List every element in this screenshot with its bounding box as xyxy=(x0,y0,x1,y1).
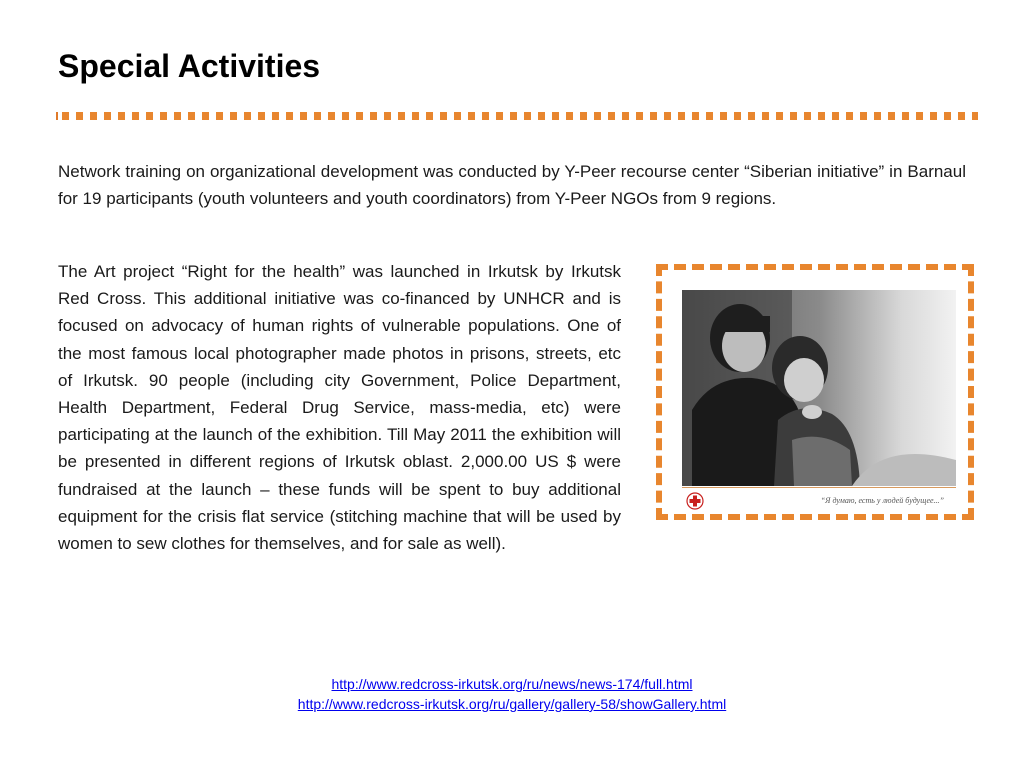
red-cross-icon xyxy=(686,492,704,510)
photo-frame xyxy=(656,264,974,520)
page-title: Special Activities xyxy=(58,48,321,84)
art-project-paragraph: The Art project “Right for the health” was launched in Irkutsk by Irkutsk Red Cross. This additional initiative was co-financed by UNHCR and is focused on advocacy of human rights of vulnerable populations. One of the most famous local photographer made photos in prisons, streets, etc of Irkutsk. 90 people (including city Government, Police Department, Health Department, Federal Drug Service, mass-media, etc) were participating at the launch of the exhibition. Till May 2011 the exhibition will be presented in different regions of Irkutsk oblast. 2,000.00 US $ were fundraised at the launch – these funds will be spent to buy additional equipment for the crisis flat service (stitching machine that will be used by women to sew clothes for themselves, and for sale as well). xyxy=(58,262,621,554)
news-link[interactable]: http://www.redcross-irkutsk.org/ru/news/news-174/full.html xyxy=(331,676,693,692)
source-links xyxy=(0,674,1024,714)
dotted-divider xyxy=(56,112,978,120)
photo-caption: “Я думаю, есть у людей будущее...” xyxy=(820,496,944,505)
exhibition-photo xyxy=(682,290,956,486)
gallery-link[interactable]: http://www.redcross-irkutsk.org/ru/gallery/gallery-58/showGallery.html xyxy=(297,696,727,712)
network-training-paragraph: Network training on organizational development was conducted by Y-Peer recourse center “Siberian initiative” in Barnaul for 19 participants (youth volunteers and youth coordinators) from Y-Peer NGOs from 9 regions. xyxy=(58,162,966,209)
